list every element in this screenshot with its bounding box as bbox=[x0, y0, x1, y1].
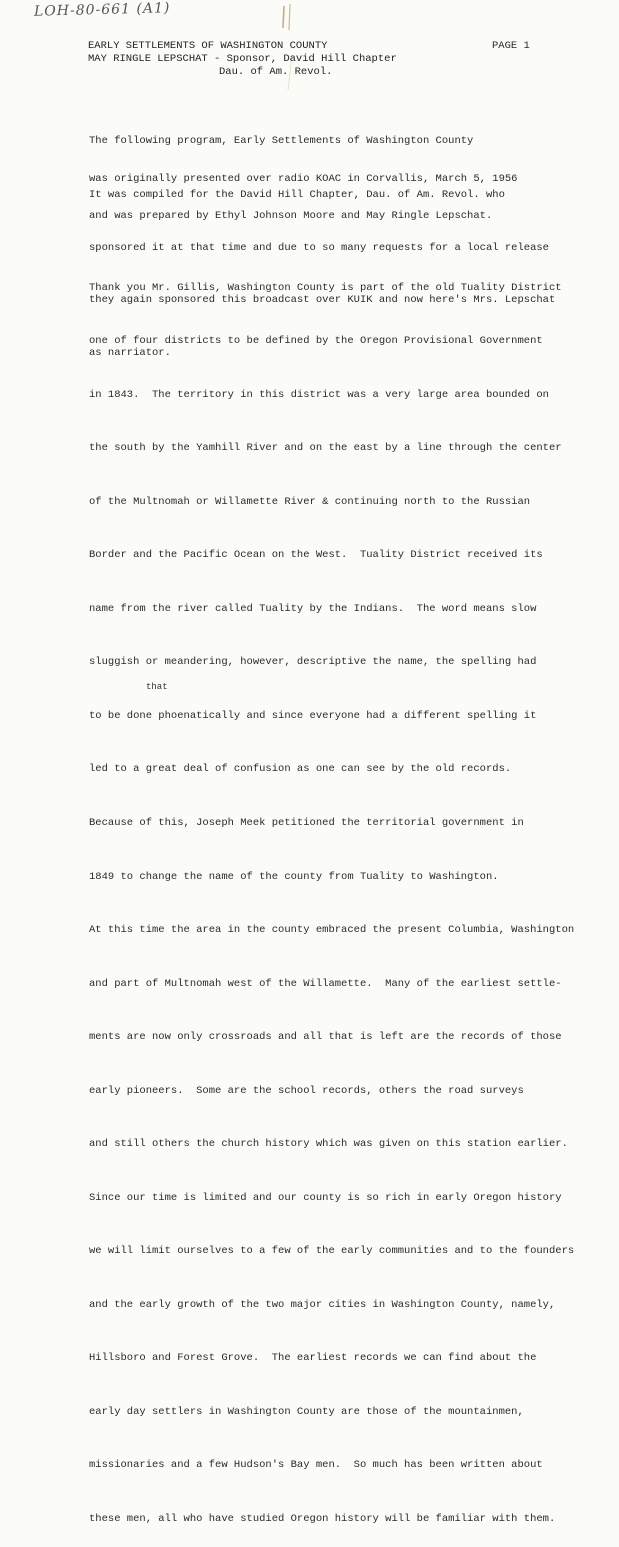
body-line: Since our time is limited and our county is so rich in early Oregon history bbox=[89, 1191, 562, 1204]
body-line: led to a great deal of confusion as one can see by the old records. bbox=[89, 763, 512, 776]
header-title: EARLY SETTLEMENTS OF WASHINGTON COUNTY bbox=[88, 40, 328, 52]
body-line: to be done phoenatically and since everyone had a different spelling it bbox=[89, 709, 537, 722]
interlinear-insert: that bbox=[146, 682, 168, 692]
header-chapter: Dau. of Am. Revol. bbox=[219, 66, 333, 78]
body-line: sluggish or meandering, however, descriptive the name, the spelling had bbox=[89, 656, 537, 669]
body-line: these men, all who have studied Oregon history will be familiar with them. bbox=[89, 1512, 556, 1525]
body-line: Hillsboro and Forest Grove. The earliest records we can find about the bbox=[89, 1352, 537, 1365]
body-line: one of four districts to be defined by the Oregon Provisional Government bbox=[89, 335, 543, 348]
body-line: At this time the area in the county embraced the present Columbia, Washington bbox=[89, 924, 575, 937]
body-line: and still others the church history which was given on this station earlier. bbox=[89, 1138, 568, 1151]
body-line: Because of this, Joseph Meek petitioned the territorial government in bbox=[89, 817, 524, 829]
intro-line: and was prepared by Ethyl Johnson Moore and May Ringle Lepschat. bbox=[89, 210, 493, 222]
handwritten-catalog-note: LOH-80-661 (A1) bbox=[33, 0, 171, 20]
intro-line: It was compiled for the David Hill Chapter, Dau. of Am. Revol. who bbox=[89, 189, 505, 201]
intro-line: was originally presented over radio KOAC in Corvallis, March 5, 1956 bbox=[89, 172, 518, 185]
body-line: early pioneers. Some are the school records, others the road surveys bbox=[89, 1084, 524, 1097]
body-line: 1849 to change the name of the county from Tuality to Washington. bbox=[89, 870, 499, 883]
body-line: ments are now only crossroads and all that is left are the records of those bbox=[89, 1031, 562, 1044]
body-line: the south by the Yamhill River and on the east by a line through the center bbox=[89, 442, 562, 455]
intro-line: The following program, Early Settlements of Washington County bbox=[89, 135, 474, 147]
body-line: Thank you Mr. Gillis, Washington County is part of the old Tuality District bbox=[89, 281, 562, 294]
body-line: missionaries and a few Hudson's Bay men. So much has been written about bbox=[89, 1459, 543, 1472]
body-line: Border and the Pacific Ocean on the West. Tuality District received its bbox=[89, 549, 543, 562]
narration-body bbox=[89, 244, 614, 1547]
body-line: name from the river called Tuality by the Indians. The word means slow bbox=[89, 602, 537, 615]
intro-line: they again sponsored this broadcast over KUIK and now here's Mrs. Lepschat bbox=[89, 294, 556, 306]
page-number: PAGE 1 bbox=[492, 40, 530, 52]
intro-line: as narriator. bbox=[89, 346, 171, 359]
body-line: we will limit ourselves to a few of the early communities and to the founders bbox=[89, 1245, 575, 1258]
body-line: early day settlers in Washington County are those of the mountainmen, bbox=[89, 1405, 524, 1418]
header-sponsor: MAY RINGLE LEPSCHAT - Sponsor, David Hill Chapter bbox=[88, 53, 397, 65]
body-line: of the Multnomah or Willamette River & continuing north to the Russian bbox=[89, 495, 531, 508]
body-line: in 1843. The territory in this district was a very large area bounded on bbox=[89, 388, 549, 401]
body-line: and part of Multnomah west of the Willamette. Many of the earliest settle- bbox=[89, 977, 562, 990]
intro-line: sponsored it at that time and due to so many requests for a local release bbox=[89, 241, 549, 254]
body-line: and the early growth of the two major cities in Washington County, namely, bbox=[89, 1298, 556, 1311]
